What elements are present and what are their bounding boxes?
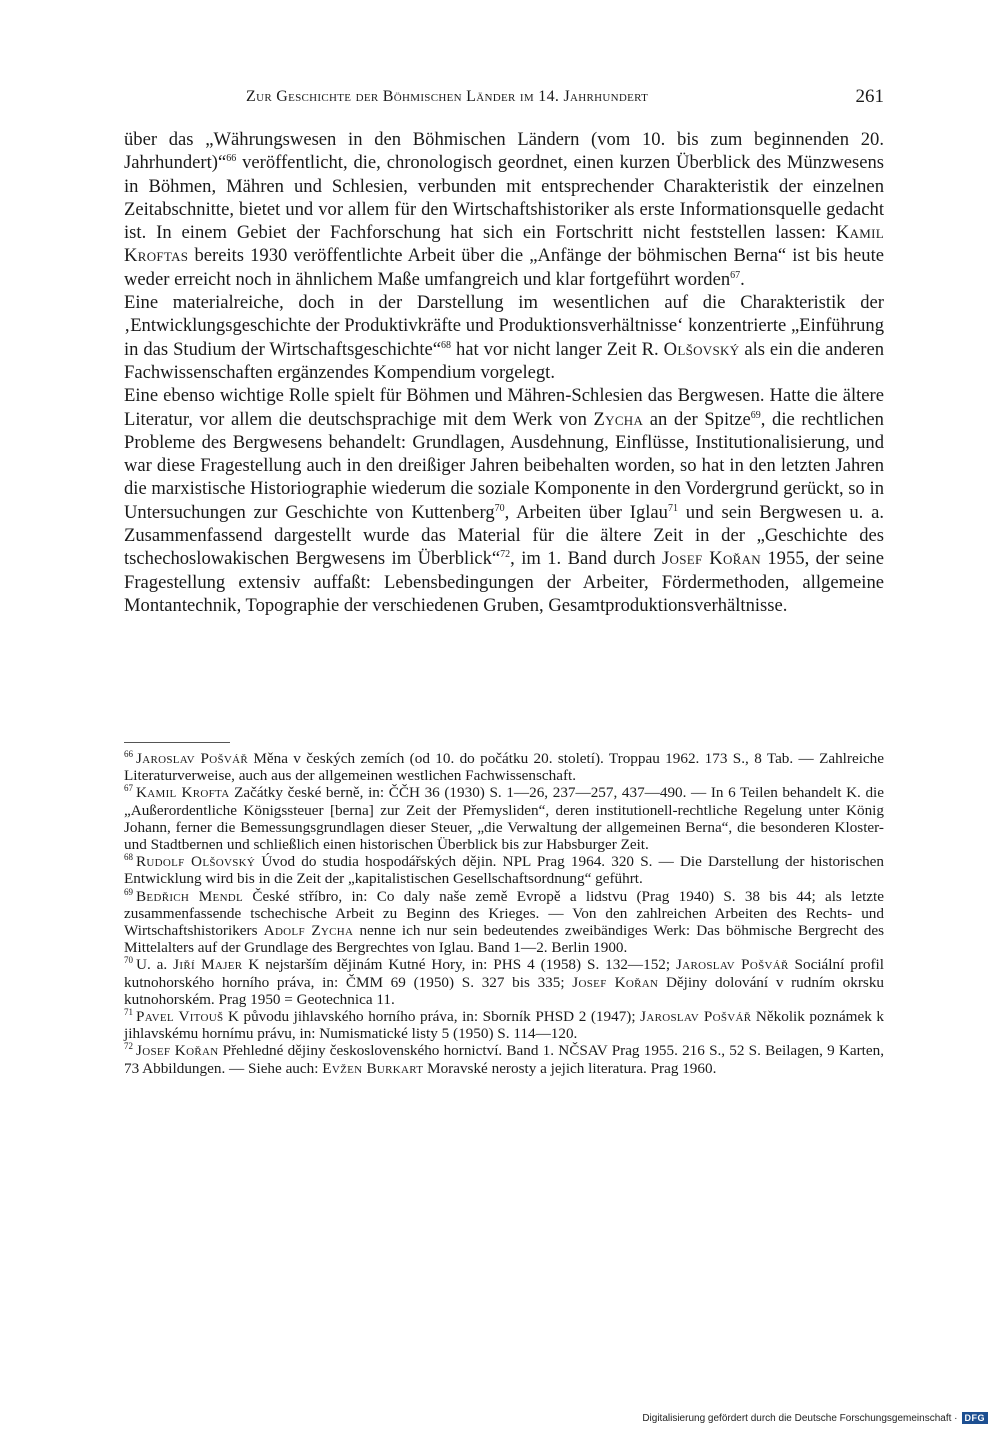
footnote bbox=[124, 1042, 884, 1076]
text-run: Několik poznámek k jihlavskému hornímu právu, in: Numismatické listy 5 (1950) S. 114—120. bbox=[124, 1008, 884, 1043]
body-text bbox=[124, 128, 884, 617]
text-run: als ein die anderen Fachwissenschaften ergänzendes Kompendium vorgelegt. bbox=[124, 338, 885, 383]
author-name: Evžen Burkart bbox=[322, 1059, 424, 1077]
footnote bbox=[124, 1008, 884, 1042]
text-run: Eine ebenso wichtige Rolle spielt für Böhmen und Mähren-Schlesien das Bergwesen. Hatte die ältere Literatur, vor allem die deutschsprachige mit dem Werk von bbox=[124, 385, 884, 430]
footnote-reference: 69 bbox=[750, 409, 761, 421]
footnote-number: 72 bbox=[124, 1041, 133, 1052]
author-name: Josef Kořan bbox=[661, 548, 761, 570]
footnote-reference: 66 bbox=[226, 153, 237, 165]
author-name: Kamil Kroftas bbox=[124, 222, 884, 267]
text-run: Eine materialreiche, doch in der Darstellung im wesentlichen auf die Charakteristik der ‚Entwicklungsgeschichte der Produktivkräfte und Produktionsverhältnisse‘ konzentrierte „Einführung in das Studium der Wirtschaftsgeschichte“ bbox=[124, 292, 884, 360]
dfg-logo: DFG bbox=[962, 1412, 989, 1424]
text-run: Úvod do studia hospodářských dějin. NPL Prag 1964. 320 S. — Die Darstellung der historischen Entwicklung wird bis in die Zeit der „kapitalistischen Gesellschaftsordnung“ geführt. bbox=[124, 853, 885, 888]
text-run: bereits 1930 veröffentlichte Arbeit über die „Anfänge der böhmischen Berna“ ist bis heute weder erreicht noch in ähnlichem Maße umfangreich und klar fortgeführt worden bbox=[124, 245, 884, 290]
author-name: Rudolf Olšovský bbox=[136, 853, 256, 871]
footnote bbox=[124, 784, 884, 853]
text-run: U. a. bbox=[136, 956, 174, 974]
text-run: über das „Währungswesen in den Böhmischen Ländern (vom 10. bis zum beginnenden 20. Jahrhundert)“ bbox=[124, 129, 884, 174]
text-run: Začátky české berně, in: ČČH 36 (1930) S. 1—26, 237—257, 437—490. — In 6 Teilen behandelt K. die „Außerordentliche Königssteuer [berna] zur Zeit der Přemysliden“, deren institutionell-rechtliche Regelung unter König Johann, ferner die Bemessungsgrundlagen dieser Steuer, „die Verwaltung der allgemeinen Berna“, die besonderen Kloster- und Stadtbernen und schließlich einen historischen Überblick bis zur Habsburger Zeit. bbox=[124, 784, 884, 854]
text-run: Měna v českých zemích (od 10. do počátku 20. století). Troppau 1962. 173 S., 8 Tab. — Zahlreiche Literaturverweise, auch aus der allgemeinen westlichen Fachwissenschaft. bbox=[124, 750, 884, 785]
text-run: und sein Bergwesen u. a. Zusammenfassend dargestellt wurde das Material für die ältere Zeit in der „Geschichte des tschechoslowakischen Bergwesens im Überblick“ bbox=[124, 501, 884, 570]
text-run: 1955, der seine Fragestellung extensiv auffaßt: Lebensbedingungen der Arbeiter, Fördermethoden, allgemeine Montantechnik, Topographie der verschiedenen Gruben, Gesamtproduktionsverhältnisse. bbox=[124, 548, 884, 616]
text-run: veröffentlicht, die, chronologisch geordnet, einen kurzen Überblick des Münzwesens in Böhmen, Mähren und Schlesien, verbunden mit entsprechender Charakteristik der einzelnen Zeitabschnitte, bietet und vor allem für den Wirtschaftshistoriker als erste Informationsquelle gedacht ist. In einem Gebiet der Fachforschung hat sich ein Fortschritt nicht feststellen lassen: bbox=[124, 152, 884, 244]
author-name: Jaroslav Pošvář bbox=[640, 1008, 752, 1026]
paragraph bbox=[124, 128, 884, 291]
footnotes bbox=[124, 750, 884, 1077]
author-name: Zycha bbox=[593, 408, 644, 430]
text-run: K nejstarším dějinám Kutné Hory, in: PHS 4 (1958) S. 132—152; bbox=[242, 956, 677, 974]
author-name: Adolf Zycha bbox=[263, 922, 354, 940]
footnote-number: 67 bbox=[124, 783, 133, 794]
footnote-number: 68 bbox=[124, 852, 133, 863]
footnote-reference: 71 bbox=[667, 502, 678, 514]
author-name: Josef Kořan bbox=[572, 973, 659, 991]
author-name: Jaroslav Pošvář bbox=[676, 956, 789, 974]
footnote bbox=[124, 853, 884, 887]
author-name: Jiří Majer bbox=[173, 956, 243, 974]
author-name: Bedřich Mendl bbox=[136, 887, 244, 905]
digitization-footer bbox=[642, 1412, 988, 1424]
footnote-reference: 68 bbox=[441, 339, 452, 351]
footnote-reference: 67 bbox=[730, 269, 741, 281]
paragraph bbox=[124, 384, 884, 617]
text-run: , Arbeiten über Iglau bbox=[504, 501, 668, 523]
author-name: Olšovský bbox=[663, 338, 740, 360]
author-name: Josef Kořan bbox=[136, 1042, 219, 1060]
text-run: Sociální profil kutnohorského horního práva, in: ČMM 69 (1950) S. 327 bis 335; bbox=[124, 956, 884, 991]
paragraph bbox=[124, 291, 884, 384]
author-name: Pavel Vitouš bbox=[136, 1008, 224, 1026]
author-name: Jaroslav Pošvář bbox=[136, 750, 249, 767]
footnote-rule bbox=[124, 742, 230, 743]
page-number: 261 bbox=[855, 86, 884, 107]
text-run: K původu jihlavského horního práva, in: Sborník PHSD 2 (1947); bbox=[223, 1008, 641, 1026]
footnote-number: 70 bbox=[124, 955, 133, 966]
running-head: Zur Geschichte der Böhmischen Länder im 14. Jahrhundert bbox=[246, 88, 649, 105]
footnote-number: 69 bbox=[124, 886, 133, 897]
footnote-number: 66 bbox=[124, 748, 133, 759]
footnote bbox=[124, 956, 884, 1008]
text-run: an der Spitze bbox=[643, 408, 751, 430]
text-run: nenne ich nur sein bedeutendes zweibändiges Werk: Das böhmische Bergrecht des Mittelalters auf der Grundlage des Bergrechtes von Iglau. Band 1—2. Berlin 1900. bbox=[124, 922, 884, 957]
footnote bbox=[124, 750, 884, 784]
text-run: Dějiny dolování v rudním okrsku kutnohorském. Prag 1950 = Geotechnica 11. bbox=[124, 973, 885, 1008]
footnote-number: 71 bbox=[124, 1006, 133, 1017]
text-run: Moravské nerosty a jejich literatura. Prag 1960. bbox=[423, 1059, 717, 1077]
text-run: , im 1. Band durch bbox=[510, 548, 662, 570]
text-run: České stříbro, in: Co daly naše země Evropě a lidstvu (Prag 1940) S. 38 bis 44; als letzte zusammenfassende tschechische Arbeit zu Beginn des Krieges. — Von den zahlreichen Arbeiten des Rechts- und Wirtschaftshistorikers bbox=[124, 887, 884, 940]
author-name: Kamil Krofta bbox=[136, 784, 230, 802]
footnote bbox=[124, 888, 884, 957]
footnote-reference: 72 bbox=[500, 549, 511, 561]
page-header bbox=[124, 86, 884, 112]
footnote-reference: 70 bbox=[494, 502, 505, 514]
text-run: Přehledné dějiny československého hornictví. Band 1. NČSAV Prag 1955. 216 S., 52 S. Beilagen, 9 Karten, 73 Abbildungen. — Siehe auch: bbox=[124, 1042, 884, 1077]
text-run: , die rechtlichen Probleme des Bergwesens behandelt: Grundlagen, Ausdehnung, Einflüsse, Institutionalisierung, und war diese Fragestellung auch in den dreißiger Jahren beibehalten worden, so hat in den letzten Jahren die marxistische Historiographie wiederum die soziale Komponente in den Vordergrund gerückt, so in Untersuchungen zur Geschichte von Kuttenberg bbox=[124, 408, 884, 523]
footer-text: Digitalisierung gefördert durch die Deutsche Forschungsgemeinschaft · bbox=[642, 1412, 958, 1424]
text-run: hat vor nicht langer Zeit R. bbox=[451, 338, 664, 360]
text-run: . bbox=[740, 268, 745, 290]
